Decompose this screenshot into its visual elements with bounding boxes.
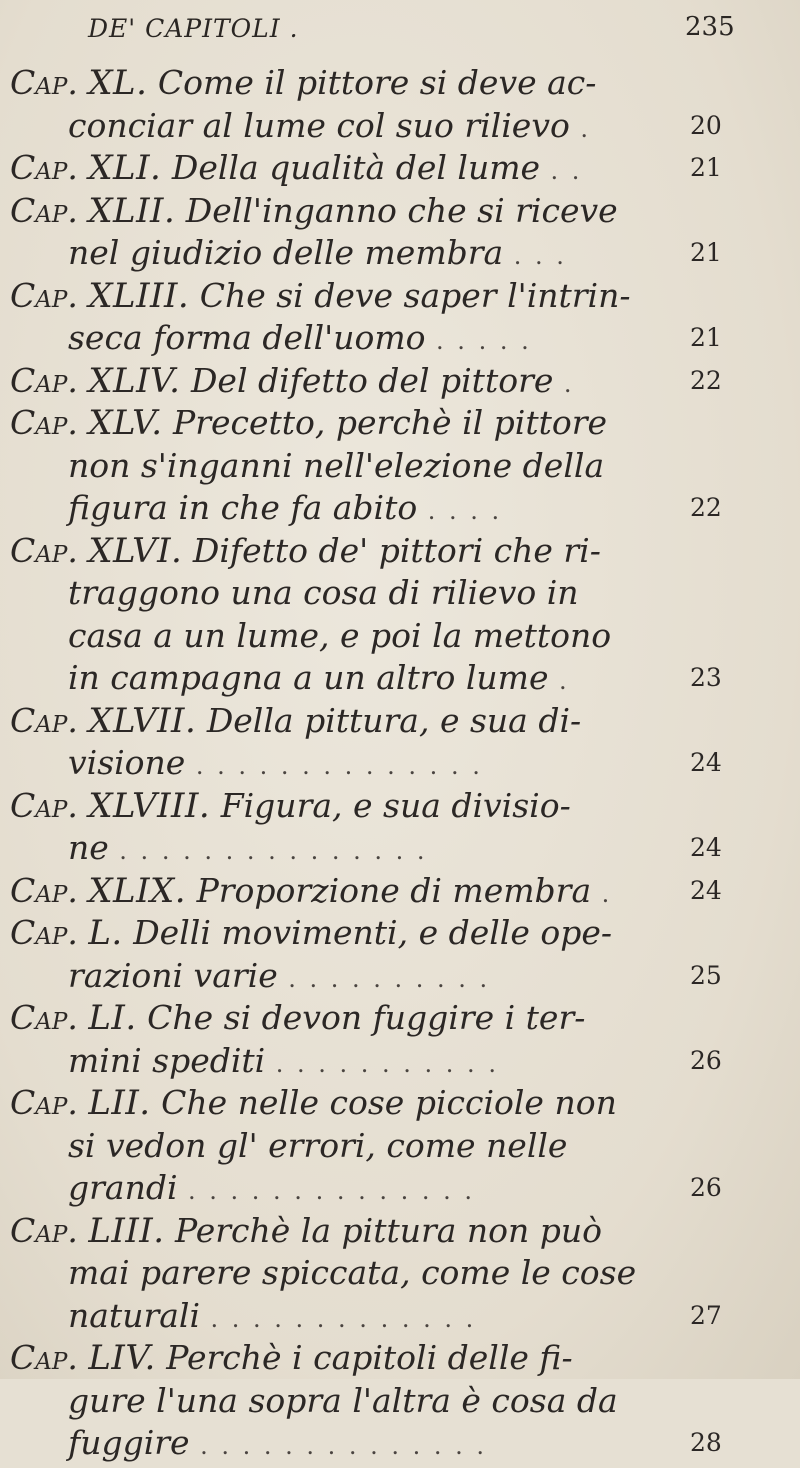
entry-page-number: 20 (690, 110, 722, 140)
leader-dots: . . . . . . . . . . . (275, 1049, 499, 1078)
entry-page-number: 22 (690, 493, 722, 522)
entry-page-number: 23 (690, 663, 722, 692)
chapter-number: XLII. (88, 190, 176, 231)
toc-entry-first-line (0, 870, 800, 913)
toc-entry-first-line (0, 62, 800, 105)
chapter-title-text: Della pittura, e sua di- (206, 700, 582, 740)
chapter-label: Cap. (10, 148, 78, 187)
toc-entry-continuation-line (0, 1125, 800, 1168)
leader-dots: . . . . . . . . . . . . . . (195, 752, 483, 780)
entry-page-number: 22 (690, 365, 722, 395)
chapter-title-text: Che nelle cose picciole non (161, 1083, 617, 1122)
toc-entry-first-line (0, 147, 800, 190)
chapter-label: Cap. (10, 913, 78, 952)
chapter-title-text: Che si deve saper l'intrin- (199, 275, 631, 315)
toc-entry (0, 870, 800, 913)
chapter-title-text: gure l'una sopra l'altra è cosa da (68, 1380, 618, 1420)
chapter-title-text: conciar al lume col suo rilievo (68, 105, 570, 145)
entry-page-number: 21 (690, 323, 722, 352)
entry-page-number: 28 (690, 1428, 722, 1457)
chapter-number: XLIII. (88, 275, 190, 316)
chapter-title-text: Proporzione di membra (196, 870, 592, 910)
toc-entry-first-line (0, 360, 800, 403)
toc-entry-continuation-line (0, 742, 800, 785)
chapter-label: Cap. (10, 785, 78, 825)
toc-entry-continuation-line (0, 827, 800, 870)
toc-entry-continuation-line (0, 657, 800, 700)
chapter-title-text: grandi (68, 1168, 178, 1207)
leader-dots: . . . . . (436, 327, 532, 355)
toc-entry-first-line (0, 1082, 800, 1125)
toc-entry-continuation-line (0, 1252, 800, 1295)
toc-entry-continuation-line (0, 317, 800, 360)
chapter-number: XLVIII. (88, 785, 211, 826)
running-head: DE' CAPITOLI . (88, 14, 299, 43)
toc-entry-first-line (0, 275, 800, 318)
toc-entry-first-line (0, 700, 800, 743)
chapter-title-text: Della qualità del lume (171, 148, 541, 187)
entry-page-number: 24 (690, 833, 722, 862)
toc-entry-continuation-line (0, 1422, 800, 1465)
chapter-label: Cap. (10, 1083, 78, 1122)
entry-page-number: 27 (690, 1300, 722, 1330)
chapter-number: XLVI. (88, 530, 183, 571)
toc-entry-first-line (0, 402, 800, 445)
chapter-number: LIII. (88, 1210, 165, 1251)
leader-dots: . . . . . . . . . . . . . (210, 1304, 477, 1333)
chapter-title-text: visione (68, 743, 186, 782)
chapter-number: L. (88, 913, 123, 953)
toc-entry-first-line (0, 912, 800, 955)
toc-entry-continuation-line (0, 232, 800, 275)
chapter-title-text: ne (68, 828, 109, 867)
toc-entry-first-line (0, 190, 800, 233)
toc-entry-continuation-line (0, 572, 800, 615)
entry-page-number: 26 (690, 1173, 722, 1202)
toc-entry-continuation-line (0, 1167, 800, 1210)
leader-dots: . . (550, 157, 583, 185)
chapter-title-text: mini spediti (68, 1040, 266, 1080)
toc-entry (0, 1337, 800, 1465)
toc-entry-continuation-line (0, 105, 800, 148)
chapter-title-text: Difetto de' pittori che ri- (192, 530, 601, 570)
chapter-label: Cap. (10, 360, 78, 400)
chapter-title-text: casa a un lume, e poi la mettono (68, 615, 612, 655)
toc-entry-continuation-line (0, 615, 800, 658)
chapter-title-text: Perchè i capitoli delle fi- (166, 1338, 573, 1377)
chapter-number: XLI. (88, 148, 162, 188)
chapter-label: Cap. (10, 63, 78, 102)
chapter-title-text: naturali (68, 1295, 200, 1335)
chapter-label: Cap. (10, 190, 78, 230)
toc-entry-first-line (0, 1210, 800, 1253)
leader-dots: . (580, 114, 591, 143)
toc-entry (0, 402, 800, 530)
chapter-number: LIV. (88, 1338, 156, 1378)
toc-entry (0, 62, 800, 147)
leader-dots: . . . . . . . . . . . . . . (188, 1177, 475, 1205)
chapter-number: LII. (88, 1083, 151, 1123)
toc-entry-continuation-line (0, 1380, 800, 1423)
chapter-number: XL. (88, 63, 148, 103)
chapter-title-text: Precetto, perchè il pittore (173, 403, 608, 442)
chapter-title-text: non s'inganni nell'elezione della (68, 445, 605, 485)
chapter-label: Cap. (10, 275, 78, 315)
leader-dots: . . . . . . . . . . (288, 964, 491, 993)
leader-dots: . . . (513, 242, 567, 270)
toc-entry (0, 1082, 800, 1210)
leader-dots: . (601, 879, 613, 908)
entry-page-number: 26 (690, 1045, 722, 1075)
table-of-contents (0, 62, 800, 1465)
toc-entry (0, 1210, 800, 1338)
chapter-title-text: nel giudizio delle membra (68, 233, 504, 272)
chapter-title-text: figura in che fa abito (68, 488, 418, 527)
leader-dots: . . . . (427, 497, 503, 525)
entry-page-number: 25 (690, 960, 722, 990)
leader-dots: . (559, 667, 570, 695)
chapter-title-text: traggono una cosa di rilievo in (68, 573, 579, 612)
toc-entry (0, 700, 800, 785)
chapter-number: LI. (88, 998, 137, 1038)
chapter-title-text: seca forma dell'uomo (68, 318, 426, 357)
toc-entry-continuation-line (0, 955, 800, 998)
chapter-label: Cap. (10, 700, 78, 740)
chapter-title-text: Come il pittore si deve ac- (157, 63, 597, 102)
leader-dots: . . . . . . . . . . . . . . . (119, 837, 428, 865)
chapter-title-text: razioni varie (68, 955, 278, 995)
chapter-title-text: fuggire (68, 1423, 190, 1462)
leader-dots: . (563, 369, 575, 398)
toc-entry-continuation-line (0, 1295, 800, 1338)
chapter-label: Cap. (10, 998, 78, 1037)
toc-entry (0, 147, 800, 190)
toc-entry (0, 785, 800, 870)
entry-page-number: 21 (690, 153, 722, 182)
toc-entry-continuation-line (0, 445, 800, 488)
entry-page-number: 24 (690, 748, 722, 777)
chapter-label: Cap. (10, 403, 78, 442)
chapter-number: XLVII. (88, 700, 197, 741)
toc-entry-first-line (0, 785, 800, 828)
toc-entry-continuation-line (0, 1040, 800, 1083)
chapter-label: Cap. (10, 870, 78, 910)
chapter-title-text: mai parere spiccata, come le cose (68, 1253, 637, 1292)
toc-entry-first-line (0, 997, 800, 1040)
chapter-title-text: Del difetto del pittore (190, 360, 554, 400)
toc-entry (0, 190, 800, 275)
entry-page-number: 21 (690, 238, 722, 267)
toc-entry-first-line (0, 1337, 800, 1380)
chapter-number: XLIV. (88, 360, 181, 401)
chapter-title-text: Dell'inganno che si riceve (185, 190, 618, 230)
toc-entry-first-line (0, 530, 800, 573)
toc-entry (0, 360, 800, 403)
chapter-number: XLV. (88, 403, 163, 443)
chapter-label: Cap. (10, 530, 78, 570)
chapter-title-text: Figura, e sua divisio- (220, 785, 571, 825)
chapter-label: Cap. (10, 1338, 78, 1377)
toc-entry (0, 997, 800, 1082)
chapter-title-text: Che si devon fuggire i ter- (147, 998, 586, 1037)
toc-entry (0, 275, 800, 360)
page-header (0, 8, 800, 48)
page-number: 235 (685, 12, 735, 42)
chapter-title-text: in campagna a un altro lume (68, 658, 549, 697)
chapter-title-text: Perchè la pittura non può (175, 1210, 603, 1250)
toc-entry (0, 530, 800, 700)
leader-dots: . . . . . . . . . . . . . . (200, 1432, 488, 1460)
chapter-number: XLIX. (88, 870, 187, 911)
toc-entry (0, 912, 800, 997)
chapter-label: Cap. (10, 1210, 78, 1250)
toc-entry-continuation-line (0, 487, 800, 530)
chapter-title-text: si vedon gl' errori, come nelle (68, 1125, 568, 1165)
chapter-title-text: Delli movimenti, e delle ope- (133, 913, 613, 952)
entry-page-number: 24 (690, 875, 722, 905)
